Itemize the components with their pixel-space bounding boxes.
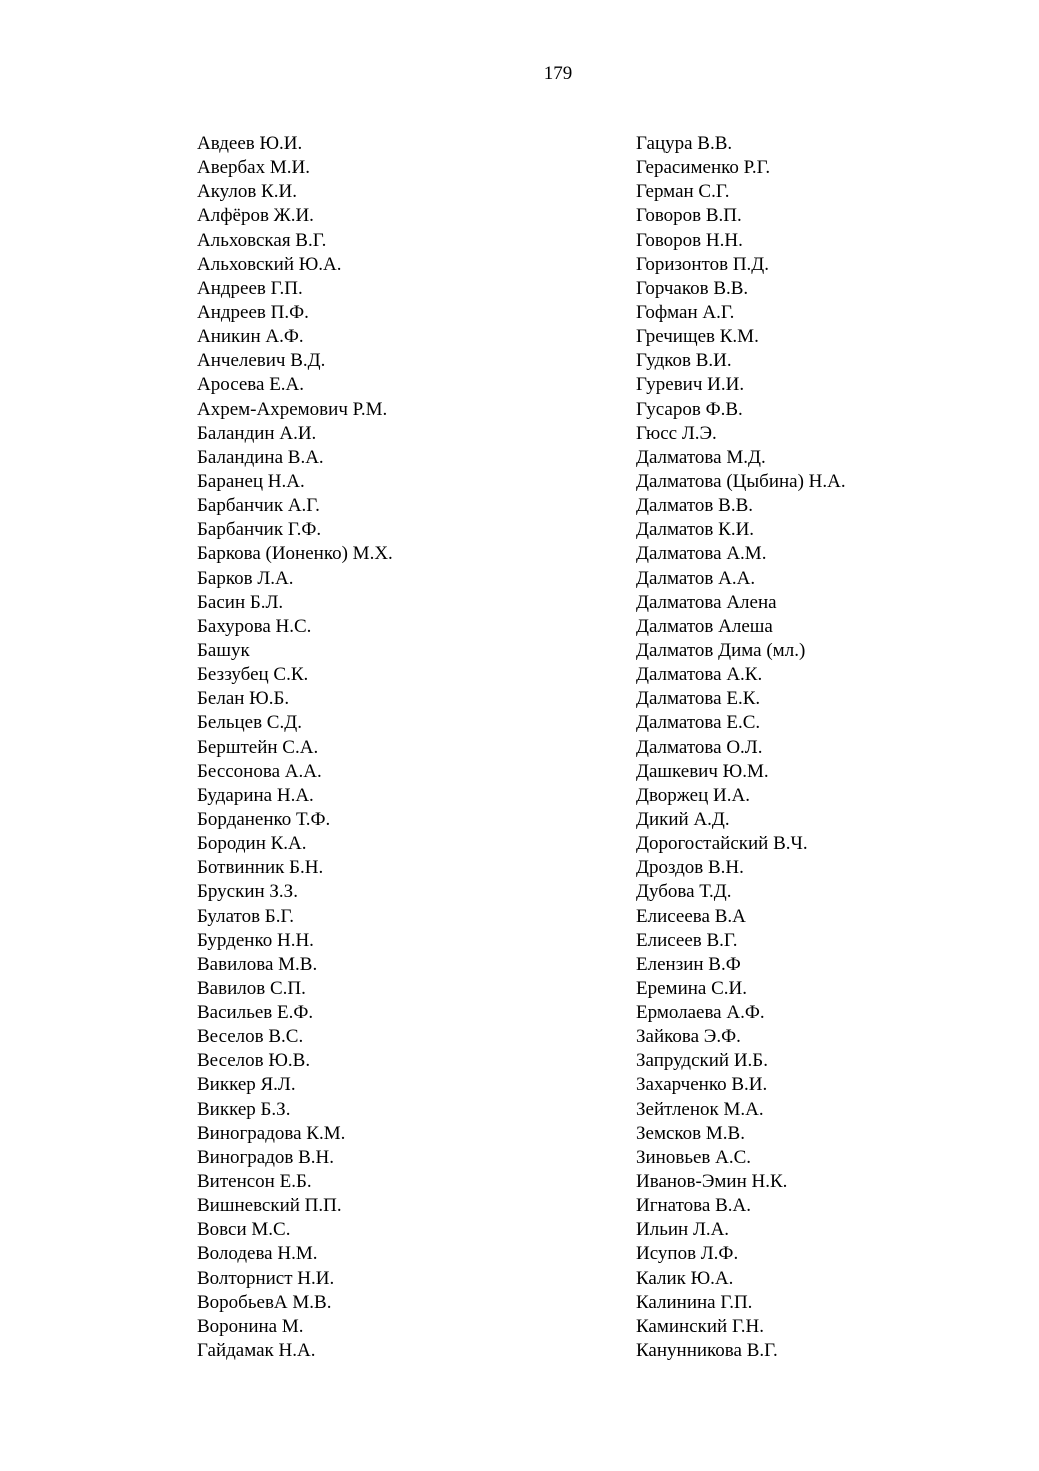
name-entry: Алфёров Ж.И. (197, 205, 314, 227)
name-entry: Воронина М. (197, 1315, 304, 1337)
name-entry: Дашкевич Ю.М. (636, 760, 769, 782)
name-entry: Баландин А.И. (197, 422, 317, 444)
name-entry: Далматов А.А. (636, 567, 756, 589)
name-entry: Ильин Л.А. (636, 1219, 730, 1241)
name-entry: Дроздов В.Н. (636, 857, 744, 879)
name-entry: Дикий А.Д. (636, 808, 730, 830)
left-name-column (197, 132, 393, 1363)
name-entry: Брускин З.З. (197, 881, 298, 903)
name-entry: Аникин А.Ф. (197, 326, 304, 348)
name-entry: Гудков В.И. (636, 350, 732, 372)
name-entry: Говоров Н.Н. (636, 229, 743, 251)
name-entry: Витенсон Е.Б. (197, 1171, 312, 1193)
name-entry: Авдеев Ю.И. (197, 133, 303, 154)
name-entry: Альховский Ю.А. (197, 253, 342, 275)
name-entry: Игнатова В.А. (636, 1195, 751, 1217)
name-entry: Вишневский П.П. (197, 1195, 342, 1217)
name-entry: Вавилова М.В. (197, 953, 318, 975)
name-entry: Бельцев С.Д. (197, 712, 302, 734)
name-entry: Еремина С.И. (636, 977, 747, 999)
name-entry: Аросева Е.А. (197, 374, 305, 396)
name-entry: Беззубец С.К. (197, 664, 309, 686)
name-entry: Далматова Алена (636, 591, 777, 613)
name-entry: Каминский Г.Н. (636, 1315, 765, 1337)
name-entry: Барков Л.А. (197, 567, 294, 589)
name-entry: Далматов Алеша (636, 615, 773, 637)
name-entry: Виноградов В.Н. (197, 1146, 335, 1168)
name-entry: Дорогостайский В.Ч. (636, 833, 808, 855)
name-entry: Исупов Л.Ф. (636, 1243, 739, 1265)
name-entry: Елисеева В.А (636, 905, 746, 927)
name-entry: Бурденко Н.Н. (197, 929, 314, 951)
name-entry: Далматова А.К. (636, 664, 763, 686)
name-entry: Дубова Т.Д. (636, 881, 732, 903)
name-entry: Баранец Н.А. (197, 470, 305, 492)
name-entry: Ахрем-Ахремович Р.М. (197, 398, 388, 420)
name-entry: Альховская В.Г. (197, 229, 327, 251)
name-entry: Гацура В.В. (636, 133, 733, 154)
name-entry: Гофман А.Г. (636, 301, 735, 323)
name-entry: Елензин В.Ф (636, 953, 741, 975)
name-entry: Вовси М.С. (197, 1219, 291, 1241)
name-entry: Говоров В.П. (636, 205, 742, 227)
right-name-column (636, 132, 846, 1363)
name-entry: Запрудский И.Б. (636, 1050, 768, 1072)
name-entry: Захарченко В.И. (636, 1074, 768, 1096)
name-entry: Калик Ю.А. (636, 1267, 734, 1289)
name-entry: Виноградова К.М. (197, 1122, 346, 1144)
name-entry: Далматова (Цыбина) Н.А. (636, 470, 846, 492)
page-number: 179 (543, 63, 573, 84)
name-entry: Далматова Е.С. (636, 712, 761, 734)
name-entry: Белан Ю.Б. (197, 688, 290, 710)
name-entry: Иванов-Эмин Н.К. (636, 1171, 788, 1193)
name-entry: Ботвинник Б.Н. (197, 857, 324, 879)
name-entry: Далматова А.М. (636, 543, 767, 565)
name-entry: Далматова М.Д. (636, 446, 766, 468)
name-entry: Калинина Г.П. (636, 1291, 753, 1313)
name-entry: Герман С.Г. (636, 181, 730, 203)
name-entry: Васильев Е.Ф. (197, 1002, 314, 1024)
name-entry: Горизонтов П.Д. (636, 253, 769, 275)
name-entry: Баландина В.А. (197, 446, 324, 468)
name-entry: Гюсс Л.Э. (636, 422, 717, 444)
name-entry: Гайдамак Н.А. (197, 1340, 316, 1362)
name-entry: Гречищев К.М. (636, 326, 759, 348)
name-entry: Басин Б.Л. (197, 591, 284, 613)
name-entry: Зайкова Э.Ф. (636, 1026, 741, 1048)
name-entry: Баркова (Ионенко) М.Х. (197, 543, 393, 565)
name-entry: Канунникова В.Г. (636, 1340, 778, 1362)
name-entry: Бессонова А.А. (197, 760, 322, 782)
name-entry: Бородин К.А. (197, 833, 307, 855)
name-entry: Зиновьев А.С. (636, 1146, 752, 1168)
name-entry: Зейтленок М.А. (636, 1098, 764, 1120)
name-entry: Андреев Г.П. (197, 277, 303, 299)
name-entry: Андреев П.Ф. (197, 301, 309, 323)
name-entry: Акулов К.И. (197, 181, 297, 203)
name-entry: Далматов К.И. (636, 519, 755, 541)
name-entry: Ермолаева А.Ф. (636, 1002, 765, 1024)
name-entry: Далматов В.В. (636, 495, 753, 517)
name-entry: Далматова О.Л. (636, 736, 763, 758)
name-entry: Далматова Е.К. (636, 688, 761, 710)
name-entry: Виккер Я.Л. (197, 1074, 296, 1096)
name-entry: Герасименко Р.Г. (636, 157, 771, 179)
name-entry: Горчаков В.В. (636, 277, 749, 299)
name-entry: Гуревич И.И. (636, 374, 745, 396)
name-entry: Вавилов С.П. (197, 977, 306, 999)
name-entry: Барбанчик Г.Ф. (197, 519, 322, 541)
name-entry: Барбанчик А.Г. (197, 495, 320, 517)
name-entry: Борданенко Т.Ф. (197, 808, 331, 830)
name-entry: Бударина Н.А. (197, 784, 314, 806)
name-entry: ВоробьевА М.В. (197, 1291, 332, 1313)
name-entry: Елисеев В.Г. (636, 929, 738, 951)
name-entry: Булатов Б.Г. (197, 905, 295, 927)
name-entry: Анчелевич В.Д. (197, 350, 326, 372)
name-entry: Далматов Дима (мл.) (636, 639, 806, 661)
name-entry: Волторнист Н.И. (197, 1267, 335, 1289)
name-entry: Башук (197, 639, 250, 661)
name-entry: Гусаров Ф.В. (636, 398, 743, 420)
name-entry: Земсков М.В. (636, 1122, 745, 1144)
name-entry: Дворжец И.А. (636, 784, 750, 806)
name-entry: Бахурова Н.С. (197, 615, 312, 637)
name-entry: Веселов Ю.В. (197, 1050, 311, 1072)
name-entry: Авербах М.И. (197, 157, 310, 179)
name-entry: Виккер Б.З. (197, 1098, 291, 1120)
name-entry: Веселов В.С. (197, 1026, 304, 1048)
name-entry: Володева Н.М. (197, 1243, 318, 1265)
name-entry: Берштейн С.А. (197, 736, 319, 758)
